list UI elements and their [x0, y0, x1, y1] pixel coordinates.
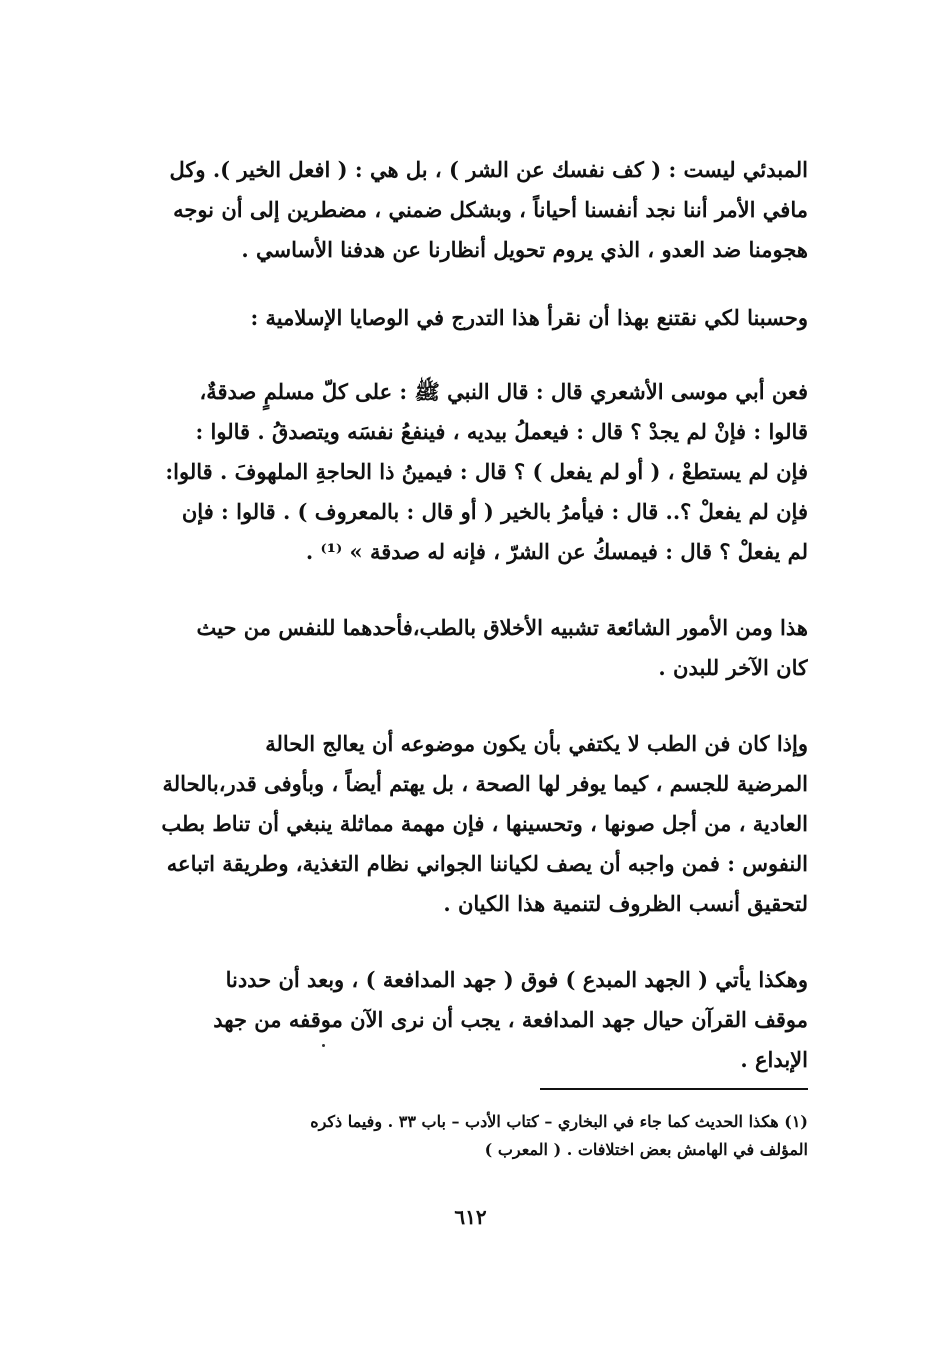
text-line: الإبداع . — [740, 1047, 808, 1072]
text-line: وحسبنا لكي نقتنع بهذا أن نقرأ هذا التدرج في الوصايا الإسلامية : — [250, 305, 808, 330]
text-line: فإن لم يستطعْ ، ( أو لم يفعل ) ؟ قال : فيمينُ ذا الحاجةِ الملهوفَ . قالوا: — [165, 459, 808, 484]
text-line: هجومنا ضد العدو ، الذي يروم تحويل أنظارنا عن هدفنا الأساسي . — [241, 237, 808, 262]
text-line: موقف القرآن حيال جهد المدافعة ، يجب أن نرى الآن موقفه من جهد — [213, 1007, 808, 1032]
text-line: فإن لم يفعلْ ؟.. قال : فيأمرُ بالخير ( أو قال : بالمعروف ) . قالوا : فإن — [181, 499, 808, 524]
footnote — [128, 1108, 808, 1164]
text-line: قالوا : فإنْ لم يجدْ ؟ قال : فيعملُ بيديه ، فينفعُ نفسَه ويتصدقُ . قالوا : — [195, 419, 808, 444]
text-line: لتحقيق أنسب الظروف لتنمية هذا الكيان . — [443, 891, 808, 916]
paragraph-hadith — [128, 372, 808, 572]
text-line: مافي الأمر أننا نجد أنفسنا أحياناً ، وبشكل ضمني ، مضطرين إلى أن نوجه — [173, 197, 808, 222]
footnote-divider — [540, 1088, 808, 1090]
main-text — [128, 150, 808, 1080]
text-line: العادية ، من أجل صونها ، وتحسينها ، فإن مهمة مماثلة ينبغي أن تناط بطب — [161, 811, 808, 836]
ink-speck — [322, 1044, 325, 1047]
page-number: ٦١٢ — [454, 1205, 487, 1229]
paragraph-1 — [128, 150, 808, 270]
footnote-line: المؤلف في الهامش بعض اختلافات . ( المعرب ) — [484, 1140, 808, 1159]
text-line: النفوس : فمن واجبه أن يصف لكياننا الجواني نظام التغذية، وطريقة اتباعه — [166, 851, 808, 876]
text-line: كان الآخر للبدن . — [658, 655, 808, 680]
text-line: وهكذا يأتي ( الجهد المبدع ) فوق ( جهد المدافعة ) ، وبعد أن حددنا — [225, 967, 808, 992]
paragraph-2 — [128, 298, 808, 338]
text-line: لم يفعلْ ؟ قال : فيمسكُ عن الشرّ ، فإنه له صدقة » ⁽¹⁾ . — [305, 539, 808, 564]
paragraph-6 — [128, 960, 808, 1080]
text-line: المرضية للجسم ، كيما يوفر لها الصحة ، بل يهتم أيضاً ، وبأوفى قدر،بالحالة — [162, 771, 808, 796]
text-line: المبدئي ليست : ( كف نفسك عن الشر ) ، بل هي : ( افعل الخير ). وكل — [169, 157, 808, 182]
footnote-line: (١) هكذا الحديث كما جاء في البخاري – كتاب الأدب – باب ٣٣ . وفيما ذكره — [310, 1112, 808, 1131]
text-line: هذا ومن الأمور الشائعة تشبيه الأخلاق بالطب،فأحدهما للنفس من حيث — [196, 615, 808, 640]
paragraph-5 — [128, 724, 808, 924]
paragraph-4 — [128, 608, 808, 688]
text-line: وإذا كان فن الطب لا يكتفي بأن يكون موضوعه أن يعالج الحالة — [265, 731, 808, 756]
text-line: فعن أبي موسى الأشعري قال : قال النبي ﷺ : على كلّ مسلمٍ صدقةٌ، — [199, 379, 808, 404]
